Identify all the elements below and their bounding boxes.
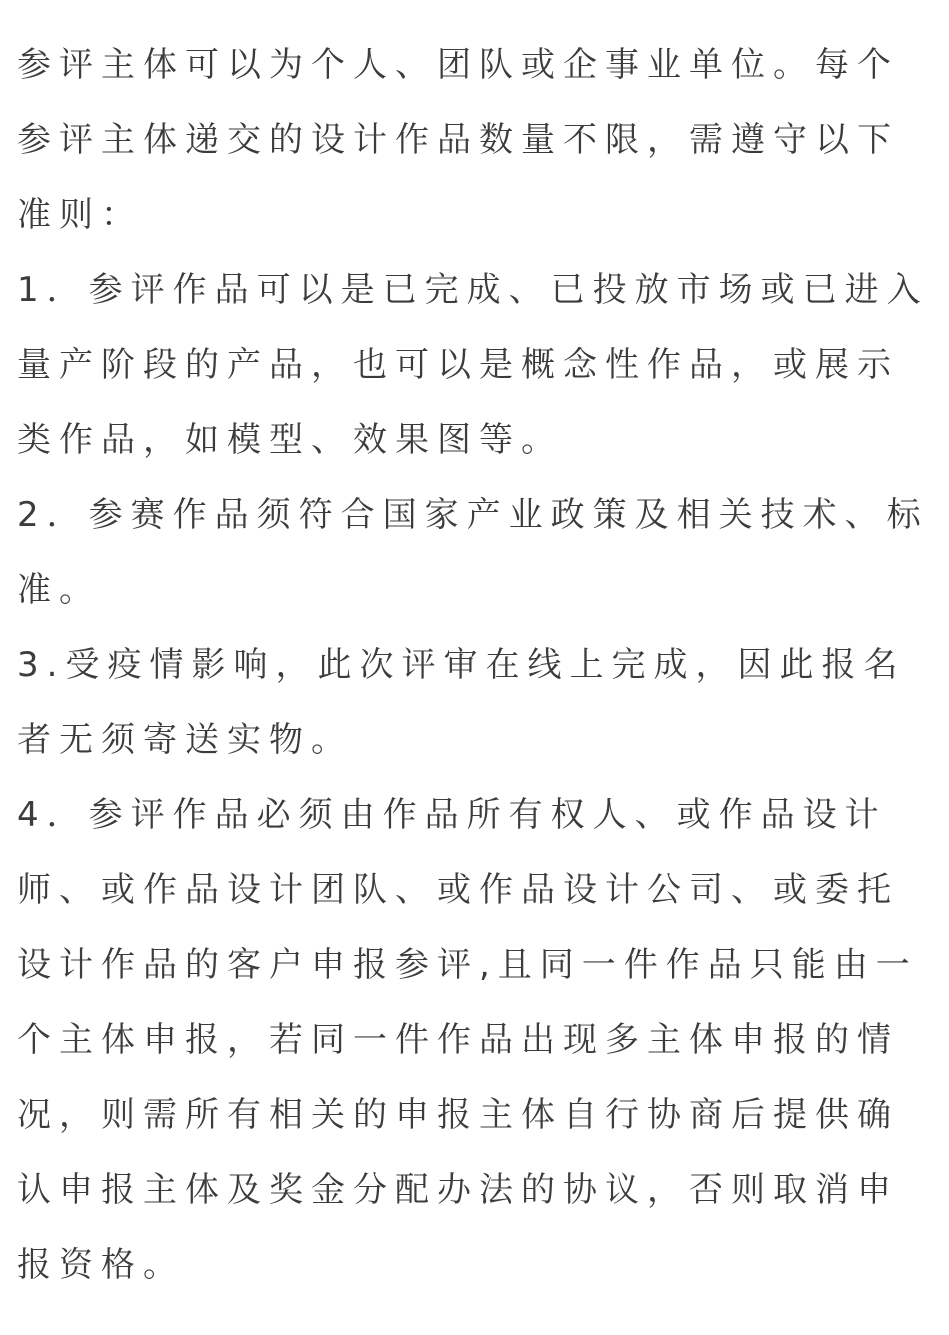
text-line: 量产阶段的产品，也可以是概念性作品，或展示 [17,345,899,385]
text-line: 1．参评作品可以是已完成、已投放市场或已进入 [17,270,929,310]
text-line: 类作品，如模型、效果图等。 [17,420,563,460]
text-line: 个主体申报，若同一件作品出现多主体申报的情 [17,1020,899,1060]
text-line: 况，则需所有相关的申报主体自行协商后提供确 [17,1095,899,1135]
text-line: 准则： [17,195,143,235]
document-body [17,28,929,1303]
text-line: 4．参评作品必须由作品所有权人、或作品设计 [17,795,887,835]
text-line: 准。 [17,570,101,610]
text-line: 师、或作品设计团队、或作品设计公司、或委托 [17,870,899,910]
text-line: 报资格。 [17,1245,185,1285]
text-line: 者无须寄送实物。 [17,720,353,760]
text-line: 2．参赛作品须符合国家产业政策及相关技术、标 [17,495,929,535]
text-line: 设计作品的客户申报参评,且同一件作品只能由一 [17,945,918,985]
text-line: 参评主体可以为个人、团队或企事业单位。每个 [17,45,899,85]
text-line: 认申报主体及奖金分配办法的协议，否则取消申 [17,1170,899,1210]
text-line: 参评主体递交的设计作品数量不限，需遵守以下 [17,120,899,160]
text-line: 3.受疫情影响，此次评审在线上完成，因此报名 [17,645,906,685]
